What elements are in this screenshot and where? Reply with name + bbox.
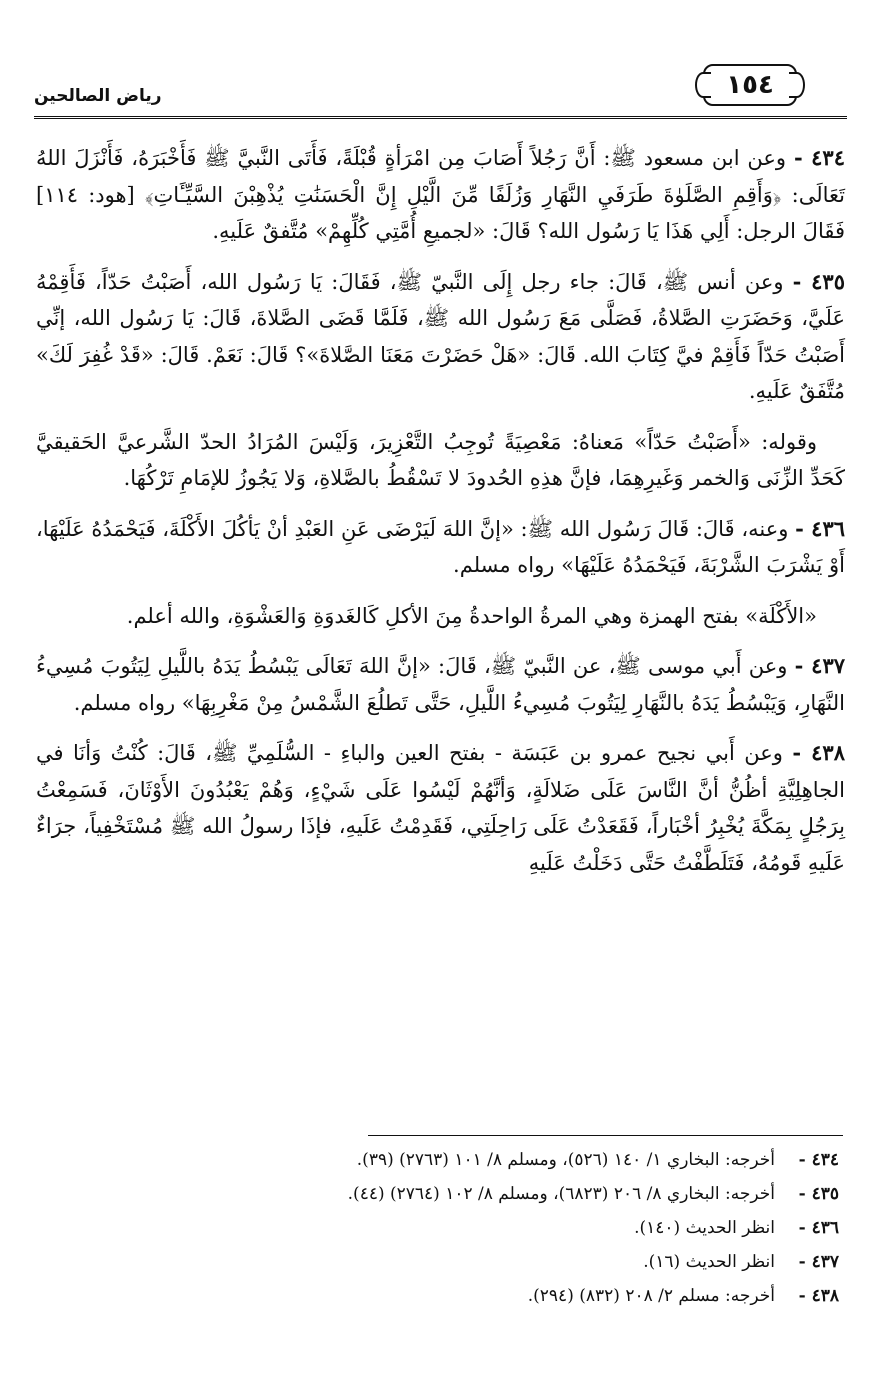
hadith-number: ٤٣٤ - <box>793 145 845 170</box>
footnote-number: ٤٣٧ - <box>798 1252 839 1272</box>
footnote-text: انظر الحديث (١٤٠). <box>634 1218 775 1238</box>
footnote-number: ٤٣٤ - <box>798 1150 839 1170</box>
footnote-434 <box>100 1143 839 1177</box>
header-rule <box>34 116 847 119</box>
hadith-435 <box>36 264 845 410</box>
footnote-text: انظر الحديث (١٦). <box>643 1252 775 1272</box>
hadith-text: وعن ابن مسعود ﷺ: أَنَّ رَجُلاً أَصَابَ مِن امْرَأةٍ قُبْلَةً، فَأَتَى النَّبيَّ ﷺ فَأَخْبَرَهُ، فَأَنْزَلَ اللهُ تَعَالَى: ﴿وَأَقِمِ الصَّلَوٰةَ طَرَفَيِ النَّهَارِ وَزُلَفًا مِّنَ الَّيْلِ إِنَّ الْحَسَنَٰتِ يُذْهِبْنَ السَّيِّـَٔاتِ﴾ [هود: ١١٤] فَقَالَ الرجل: أَلِي هَذَا يَا رَسُول الله؟ قَالَ: «لجميعِ أُمَّتِي كُلِّهِمْ» مُتَّفقٌ عَلَيهِ. <box>36 146 845 243</box>
footnote-rule <box>368 1135 843 1136</box>
footnote-number: ٤٣٥ - <box>798 1184 839 1204</box>
page-header <box>34 64 847 110</box>
hadith-text: وعنه، قَالَ: قَالَ رَسُول الله ﷺ: «إنَّ اللهَ لَيَرْضَى عَنِ العَبْدِ أنْ يَأكُلَ الأَكْلَةَ، فَيَحْمَدُهُ عَلَيْهَا، أَوْ يَشْرَبَ الشَّرْبَةَ، فَيَحْمَدُهُ عَلَيْهَا» رواه مسلم. <box>36 516 845 577</box>
commentary-435 <box>36 424 845 497</box>
footnote-number: ٤٣٦ - <box>798 1218 839 1238</box>
hadith-438 <box>36 735 845 881</box>
hadith-text: وعن أنس ﷺ، قَالَ: جاء رجل إِلَى النَّبيّ ﷺ، فَقَالَ: يَا رَسُول الله، أَصَبْتُ حَدّاً، فَأَقِمْهُ عَلَيَّ، وَحَضَرَتِ الصَّلاةُ، فَصَلَّى مَعَ رَسُول الله ﷺ، فَلَمَّا قَضَى الصَّلاةَ، قَالَ: يَا رَسُول الله، إنِّي أَصَبْتُ حَدّاً فَأَقِمْ فيَّ كِتَابَ الله. قَالَ: «هَلْ حَضَرْتَ مَعَنَا الصَّلاةَ»؟ قَالَ: نَعَمْ. قَالَ: «قَدْ غُفِرَ لَكَ» مُتَّفَقٌ عَلَيهِ. <box>36 269 845 403</box>
commentary-text: وقوله: «أَصَبْتُ حَدّاً» مَعناهُ: مَعْصِيَةً تُوجِبُ التَّعْزِيرَ، وَلَيْسَ المُرَادُ الحدّ الشَّرعيَّ الحَقيقيَّ كَحَدِّ الزِّنَى وَالخمر وَغَيرِهِمَا، فإنَّ هذِهِ الحُدودَ لا تَسْقُطُ بالصَّلاةِ، وَلا يَجُوزُ للإمَامِ تَرْكُهَا. <box>36 429 845 490</box>
footnote-text: أخرجه: البخاري ٨/ ٢٠٦ (٦٨٢٣)، ومسلم ٨/ ١٠٢ (٢٧٦٤) (٤٤). <box>347 1184 775 1204</box>
page-body <box>36 140 845 895</box>
hadith-text: وعن أَبي نجيح عمرو بن عَبَسَة - بفتح العين والباءِ - السُّلَمِيِّ ﷺ، قَالَ: كُنْتُ وَأنَا في الجاهِلِيَّةِ أظُنُّ أنَّ النَّاسَ عَلَى ضَلالَةٍ، وَأنَّهُمْ لَيْسُوا عَلَى شَيْءٍ، وَهُمْ يَعْبُدُونَ الأَوْثَانَ، فَسَمِعْتُ بِرَجُلٍ بِمَكَّةَ يُخْبِرُ أخْبَاراً، فَقَعَدْتُ عَلَى رَاحِلَتِي، فَقَدِمْتُ عَلَيهِ، فإذَا رسولُ الله ﷺ مُسْتَخْفِياً، جرَاءٌ عَلَيهِ قَومُهُ، فَتَلَطَّفْتُ حَتَّى دَخَلْتُ عَلَيهِ <box>36 741 845 875</box>
hadith-number: ٤٣٥ - <box>792 268 845 294</box>
footnote-text: أخرجه: مسلم ٢/ ٢٠٨ (٨٣٢) (٢٩٤). <box>527 1286 775 1306</box>
book-title: رياض الصالحين <box>34 86 162 106</box>
footnote-438 <box>100 1279 839 1313</box>
commentary-436 <box>36 598 845 635</box>
footnote-436 <box>100 1211 839 1245</box>
hadith-437 <box>36 648 845 721</box>
hadith-number: ٤٣٦ - <box>795 515 846 541</box>
hadith-436 <box>36 511 845 584</box>
footnote-text: أخرجه: البخاري ١/ ١٤٠ (٥٢٦)، ومسلم ٨/ ١٠١ (٢٧٦٣) (٣٩). <box>356 1150 775 1170</box>
footnotes <box>100 1143 839 1313</box>
page-number: ١٥٤ <box>703 64 797 106</box>
hadith-number: ٤٣٨ - <box>792 740 845 765</box>
hadith-number: ٤٣٧ - <box>794 653 846 678</box>
hadith-text: وعن أَبي موسى ﷺ، عن النَّبيّ ﷺ، قَالَ: «إنَّ اللهَ تَعَالَى يَبْسُطُ يَدَهُ باللَّيلِ لِيَتُوبَ مُسِيءُ النَّهَارِ، وَيَبْسُطُ يَدَهُ بالنَّهَارِ لِيَتُوبَ مُسِيءُ اللَّيلِ، حَتَّى تَطلُعَ الشَّمْسُ مِنْ مَغْرِبِهَا» رواه مسلم. <box>36 654 845 715</box>
footnote-435 <box>100 1177 839 1211</box>
footnote-number: ٤٣٨ - <box>798 1286 839 1306</box>
footnote-437 <box>100 1245 839 1279</box>
hadith-434 <box>36 140 845 250</box>
commentary-text: «الأَكْلَة» بفتح الهمزة وهي المرةُ الواحدةُ مِنَ الأكلِ كَالغَدوَةِ وَالعَشْوَةِ، والله أعلم. <box>126 603 817 628</box>
